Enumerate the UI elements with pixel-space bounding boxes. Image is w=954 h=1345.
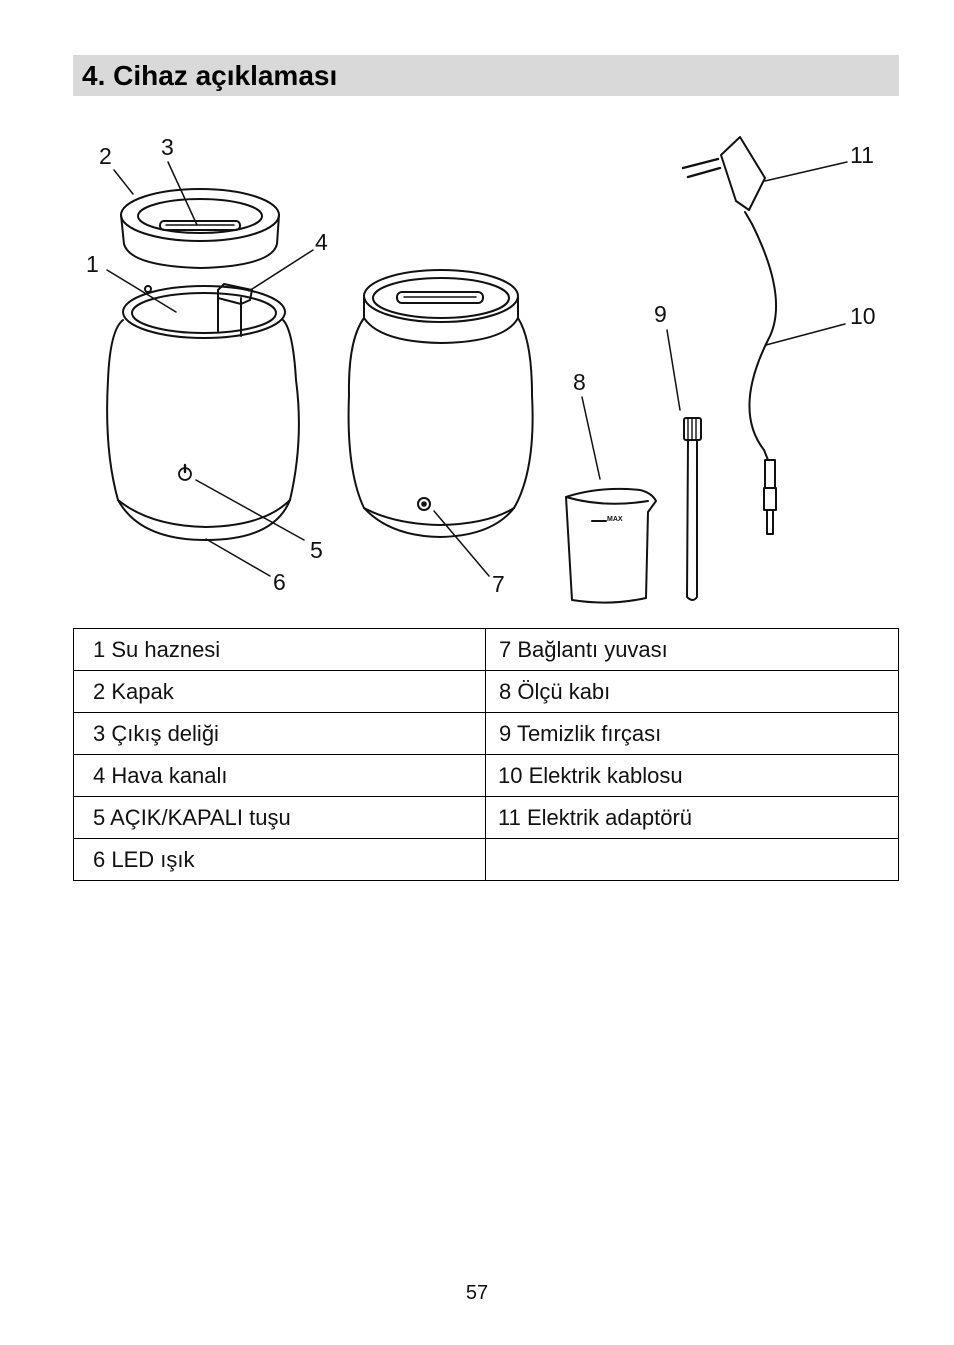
callout-10: 10 xyxy=(850,303,876,329)
table-cell xyxy=(486,839,899,881)
cup-max-label: MAX xyxy=(607,516,623,523)
table-row xyxy=(74,839,899,881)
table-row xyxy=(74,713,899,755)
table-cell: 8 Ölçü kabı xyxy=(486,671,899,713)
page-number: 57 xyxy=(465,1282,489,1304)
callout-7: 7 xyxy=(492,571,505,597)
callout-9: 9 xyxy=(654,301,667,327)
parts-table xyxy=(73,628,899,881)
table-row xyxy=(74,629,899,671)
table-cell: 4 Hava kanalı xyxy=(74,755,486,797)
assembled-device-drawing xyxy=(349,270,533,537)
table-cell: 7 Bağlantı yuvası xyxy=(486,629,899,671)
callout-2: 2 xyxy=(99,143,112,169)
table-row xyxy=(74,755,899,797)
table-cell: 3 Çıkış deliği xyxy=(74,713,486,755)
table-row xyxy=(74,671,899,713)
callout-8: 8 xyxy=(573,369,586,395)
table-row xyxy=(74,797,899,839)
table-cell: 10 Elektrik kablosu xyxy=(486,755,899,797)
table-cell: 5 AÇIK/KAPALI tuşu xyxy=(74,797,486,839)
callout-1: 1 xyxy=(86,251,99,277)
cleaning-brush-drawing xyxy=(684,418,701,600)
table-cell: 11 Elektrik adaptörü xyxy=(486,797,899,839)
open-tank-drawing xyxy=(107,284,299,540)
callout-3: 3 xyxy=(161,134,174,160)
table-cell: 1 Su haznesi xyxy=(74,629,486,671)
table-cell: 6 LED ışık xyxy=(74,839,486,881)
callout-11: 11 xyxy=(850,142,874,168)
leader-lines xyxy=(107,162,847,576)
callout-6: 6 xyxy=(273,569,286,595)
lid-drawing xyxy=(121,189,279,268)
callout-5: 5 xyxy=(310,537,323,563)
table-cell: 9 Temizlik fırçası xyxy=(486,713,899,755)
device-illustration xyxy=(0,120,954,615)
section-heading: 4. Cihaz açıklaması xyxy=(73,55,899,96)
callout-4: 4 xyxy=(315,229,328,255)
table-cell: 2 Kapak xyxy=(74,671,486,713)
measuring-cup-drawing xyxy=(566,489,656,603)
